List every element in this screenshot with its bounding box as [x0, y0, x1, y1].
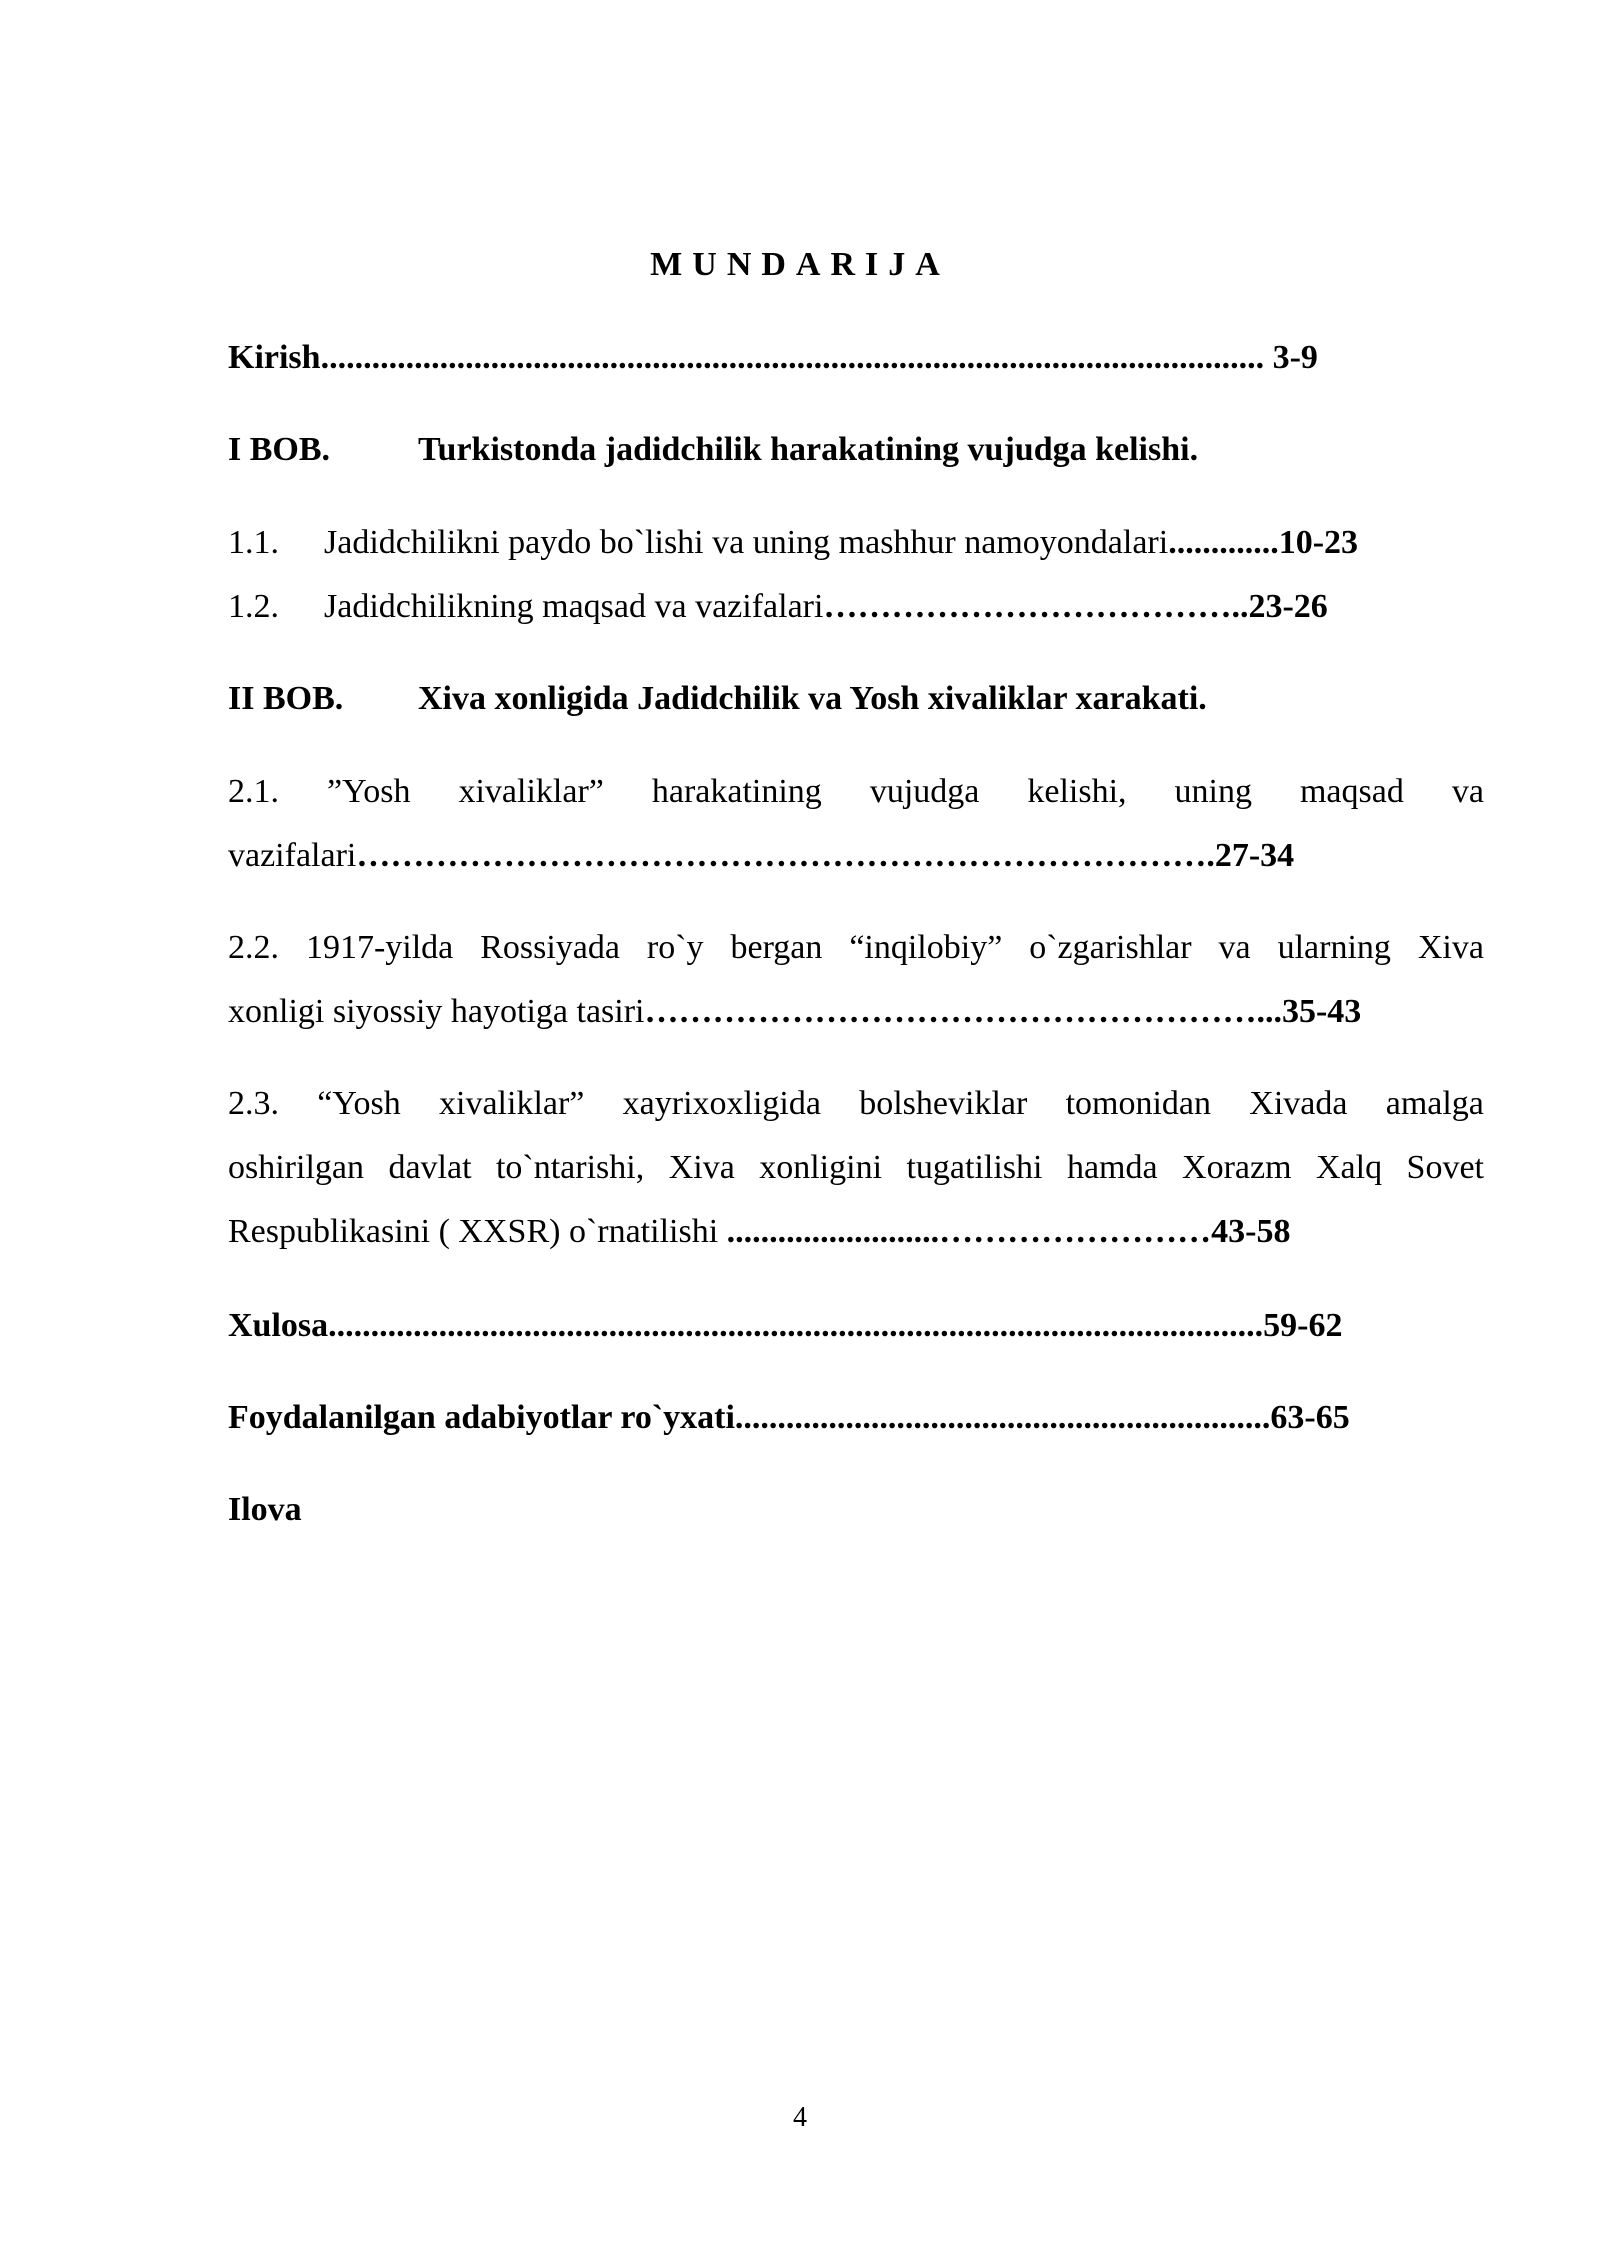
section-word: Xiva — [1417, 929, 1484, 966]
section-word: tugatilishi — [906, 1149, 1043, 1186]
toc-entry-label: Foydalanilgan adabiyotlar ro`yxati — [228, 1399, 735, 1436]
section-word: ularning — [1277, 929, 1391, 966]
toc-section-2-3-line-2 — [228, 1148, 1484, 1188]
chapter-title: Xiva xonligida Jadidchilik va Yosh xivaliklar xarakati. — [418, 680, 1207, 717]
section-dots: …………………………………………………………………. — [356, 837, 1215, 874]
section-word: harakatining — [651, 773, 822, 810]
section-text: Jadidchilikni paydo bo`lishi va uning mashhur namoyondalari — [324, 524, 1169, 561]
section-word: uning — [1174, 773, 1252, 810]
toc-section-2-1-line-2 — [228, 836, 1484, 876]
section-word: bergan — [730, 929, 823, 966]
section-text: xonligi siyossiy hayotiga tasiri — [228, 993, 645, 1030]
toc-section-2-1-line-1 — [228, 772, 1484, 812]
section-word: davlat — [388, 1149, 472, 1186]
toc-entry-pages: 59-62 — [1263, 1307, 1343, 1344]
section-dots: ............. — [1168, 524, 1279, 561]
section-word: oshirilgan — [228, 1149, 364, 1186]
section-word: “Yosh — [317, 1085, 401, 1122]
toc-entry-adabiyotlar — [228, 1398, 1484, 1438]
page-title: MUNDARIJA — [650, 246, 950, 283]
section-word: xivaliklar” — [458, 773, 604, 810]
toc-entry-label: Kirish — [228, 339, 321, 376]
section-text: vazifalari — [228, 837, 357, 874]
section-word: Xorazm — [1182, 1149, 1292, 1186]
toc-entry-xulosa — [228, 1306, 1484, 1346]
section-word: vujudga — [869, 773, 980, 810]
toc-section-1-2 — [228, 587, 1484, 627]
section-word: o`zgarishlar — [1029, 929, 1192, 966]
section-word: hamda — [1066, 1149, 1158, 1186]
section-word: ”Yosh — [327, 773, 411, 810]
toc-section-2-2-line-2 — [228, 992, 1484, 1032]
section-word: bolsheviklar — [859, 1085, 1028, 1122]
toc-entry-label: Xulosa — [228, 1307, 329, 1344]
toc-section-2-2-line-1 — [228, 928, 1484, 968]
section-word: Rossiyada — [480, 929, 620, 966]
section-pages: 10-23 — [1278, 524, 1359, 561]
section-word: 1917-yilda — [305, 929, 454, 966]
section-number: 2.1. — [228, 773, 279, 810]
section-pages: 27-34 — [1214, 837, 1295, 874]
section-word: Xiva — [668, 1149, 735, 1186]
section-number: 2.3. — [228, 1085, 279, 1122]
toc-entry-kirish — [228, 338, 1484, 378]
section-word: kelishi, — [1027, 773, 1127, 810]
section-word: xonligini — [759, 1149, 883, 1186]
chapter-label: II BOB. — [228, 680, 344, 717]
section-dots: ………………………………………………... — [644, 993, 1282, 1030]
toc-entry-dots: ............................................................... — [734, 1399, 1271, 1436]
section-word: Xivada — [1249, 1085, 1348, 1122]
section-number: 2.2. — [228, 929, 279, 966]
section-word: “inqilobiy” — [849, 929, 1003, 966]
section-dots: ……………………………….. — [823, 588, 1249, 625]
toc-chapter-2 — [228, 679, 1484, 719]
toc-entry-dots: .............................................................................................................. — [328, 1307, 1264, 1344]
section-number: 1.2. — [228, 588, 279, 625]
toc-entry-dots: ............................................................................................................... — [320, 339, 1265, 376]
section-pages: 43-58 — [1211, 1213, 1291, 1250]
section-word: Sovet — [1406, 1149, 1484, 1186]
chapter-title: Turkistonda jadidchilik harakatining vujudga kelishi. — [418, 431, 1199, 468]
section-word: Xalq — [1316, 1149, 1383, 1186]
toc-entry-label: Ilova — [228, 1491, 302, 1528]
toc-entry-ilova — [228, 1490, 1484, 1530]
section-dots: .........................…………………… — [726, 1213, 1212, 1250]
section-word: xivaliklar” — [439, 1085, 585, 1122]
toc-section-1-1 — [228, 523, 1484, 563]
section-word: amalga — [1385, 1085, 1484, 1122]
section-word: to`ntarishi, — [495, 1149, 645, 1186]
section-word: maqsad — [1299, 773, 1404, 810]
section-word: va — [1451, 773, 1484, 810]
toc-entry-pages: 3-9 — [1264, 339, 1318, 376]
section-word: xayrixoxligida — [622, 1085, 821, 1122]
page-number: 4 — [793, 2102, 807, 2133]
section-text: Respublikasini ( XXSR) o`rnatilishi — [228, 1213, 727, 1250]
section-word: tomonidan — [1065, 1085, 1212, 1122]
toc-section-2-3-line-1 — [228, 1084, 1484, 1124]
toc-section-2-3-line-3 — [228, 1212, 1484, 1252]
section-pages: 35-43 — [1281, 993, 1362, 1030]
chapter-label: I BOB. — [228, 431, 331, 468]
section-text: Jadidchilikning maqsad va vazifalari — [324, 588, 824, 625]
section-pages: 23-26 — [1248, 588, 1328, 625]
toc-entry-pages: 63-65 — [1270, 1399, 1350, 1436]
section-word: ro`y — [646, 929, 704, 966]
section-number: 1.1. — [228, 524, 279, 561]
section-word: va — [1218, 929, 1251, 966]
toc-chapter-1 — [228, 430, 1484, 470]
